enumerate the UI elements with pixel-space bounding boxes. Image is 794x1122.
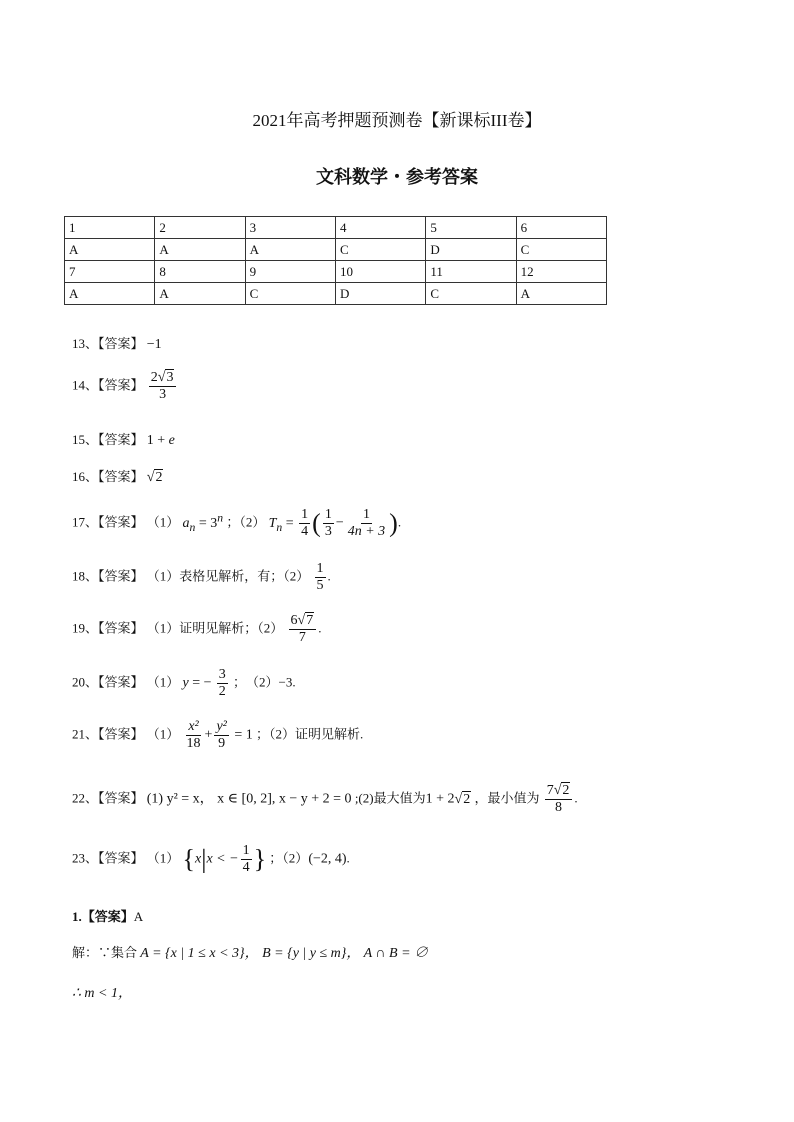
part-label: （1） (146, 514, 180, 530)
numerator-coef: 7 (546, 783, 554, 798)
answer-table-cell: 8 (155, 261, 245, 283)
answer-table-cell: 12 (516, 261, 606, 283)
answer-table-cell: A (155, 283, 245, 305)
answer-table-cell: 11 (426, 261, 516, 283)
denominator: 5 (316, 578, 324, 594)
denominator: 3 (159, 387, 167, 403)
answer-table-row (65, 239, 607, 261)
sqrt-symbol: √3 (157, 370, 174, 385)
answer-table-row (65, 283, 607, 305)
answer-label: 19、【答案】 (72, 620, 144, 636)
answer-19 (72, 613, 321, 646)
brace-open: { (182, 844, 196, 874)
denominator: 3 (324, 524, 332, 540)
fraction (241, 843, 252, 876)
answer-label: 18、【答案】 (72, 568, 144, 584)
answer-text: ，最小值为 (474, 790, 540, 806)
punct: . (346, 850, 350, 866)
numerator: 1 (323, 507, 334, 524)
answer-table-cell: 6 (516, 217, 606, 239)
denominator: 9 (218, 736, 226, 752)
punct: . (574, 790, 578, 806)
answer-table-cell: 2 (155, 217, 245, 239)
solution-number: 1. (72, 909, 82, 924)
fraction (315, 561, 326, 594)
solution-answer: A (133, 909, 144, 924)
answer-table-cell: C (426, 283, 516, 305)
answer-variable: e (168, 433, 175, 448)
denominator: 2 (218, 684, 226, 700)
document-subtitle: 文科数学・参考答案 (316, 167, 478, 187)
part-label: ；（2）证明见解析. (256, 726, 364, 742)
set-bar: | (201, 844, 207, 874)
answer-table-cell: 9 (245, 261, 335, 283)
answer-table-cell: D (426, 239, 516, 261)
fraction (289, 613, 317, 646)
answer-table-cell: A (65, 283, 155, 305)
part-label: （1） (146, 726, 180, 742)
numerator: 1 (361, 507, 372, 524)
solution-line-2 (72, 982, 132, 1002)
answer-label: 16、【答案】 (72, 469, 144, 484)
set-a-expr: A = {x | 1 ≤ x < 3} (140, 946, 245, 961)
math-op: + (204, 727, 213, 743)
solution-heading (72, 906, 143, 925)
answer-table-cell: A (155, 239, 245, 261)
denominator: 4 (242, 860, 250, 876)
answer-13 (72, 333, 162, 353)
part-label: （1） (146, 850, 180, 866)
numerator: x² (186, 719, 200, 736)
numerator: 1 (241, 843, 252, 860)
denominator: 4n + 3 (347, 524, 386, 540)
answer-21 (72, 719, 363, 752)
math-sub: n (189, 520, 196, 534)
fraction (185, 719, 203, 752)
math-op: − (335, 515, 344, 531)
part-label: ； （2）−3. (233, 674, 296, 690)
answer-14 (72, 370, 178, 403)
answer-17 (72, 507, 401, 540)
answer-label: 13、【答案】 (72, 336, 144, 351)
answer-20 (72, 667, 296, 700)
answer-16 (72, 466, 163, 486)
answer-table-cell: 5 (426, 217, 516, 239)
fraction (346, 507, 387, 540)
answer-table-cell: 1 (65, 217, 155, 239)
fraction (217, 667, 228, 700)
punct: . (327, 568, 331, 584)
answer-interval: (−2, 4) (308, 851, 347, 867)
math-eq: = 3 (195, 515, 218, 531)
radicand: 2 (562, 783, 570, 798)
part-label: （1） (146, 674, 180, 690)
math-expr: x < − (206, 851, 239, 867)
math-var: a (182, 515, 190, 531)
math-var: T (268, 515, 277, 531)
denominator: 18 (186, 736, 201, 752)
answer-15 (72, 429, 175, 449)
numerator: 3 (217, 667, 228, 684)
answer-table-cell: 7 (65, 261, 155, 283)
answer-table-cell: 3 (245, 217, 335, 239)
answer-label: 20、【答案】 (72, 674, 144, 690)
paren-close: ) (389, 508, 398, 538)
answer-table-cell: C (335, 239, 425, 261)
math-sub: n (276, 520, 283, 534)
answer-value: −1 (146, 337, 162, 352)
answer-18 (72, 561, 331, 594)
radicand: 2 (155, 470, 163, 485)
punct: . (397, 514, 402, 530)
answer-label: 22、【答案】 (72, 790, 144, 806)
brace-close: } (253, 844, 267, 874)
radicand: 3 (166, 370, 174, 385)
denominator: 7 (298, 630, 306, 646)
sqrt-symbol: √2 (146, 470, 163, 485)
document-title: 2021年高考押题预测卷【新课标III卷】 (252, 111, 542, 130)
fraction (299, 507, 310, 540)
fraction (149, 370, 177, 403)
answer-table-cell: A (245, 239, 335, 261)
math-eq: = 1 (230, 727, 253, 743)
math-var: x (195, 851, 202, 867)
solution-text: 解：∵集合 (72, 945, 141, 960)
sqrt-symbol: √7 (297, 613, 314, 628)
sqrt-symbol: √2 (553, 783, 570, 798)
radicand: 2 (463, 791, 471, 807)
part-label: ；（2） (226, 514, 266, 530)
answer-expr: 1 + 2 (425, 791, 455, 807)
answer-expr: (1) y² = x， x ∈ [0, 2], x − y + 2 = 0 (146, 791, 352, 807)
answer-table-cell: 4 (335, 217, 425, 239)
answer-label: 14、【答案】 (72, 377, 144, 393)
solution-text: ∴ m < 1， (72, 986, 132, 1001)
math-eq: = (282, 515, 298, 531)
numerator: 1 (315, 561, 326, 578)
denominator: 4 (301, 524, 309, 540)
answer-table-cell: C (516, 239, 606, 261)
sqrt-symbol: √2 (454, 791, 471, 807)
answer-label: 17、【答案】 (72, 514, 144, 530)
numerator-coef: 6 (290, 613, 298, 628)
solution-line-1 (72, 942, 428, 962)
answer-22 (72, 783, 578, 816)
answer-table-row (65, 261, 607, 283)
fraction (214, 719, 228, 752)
fraction (545, 783, 573, 816)
denominator: 8 (555, 800, 563, 816)
part-label: ；（2） (269, 850, 309, 866)
answer-text: ;(2)最大值为 (354, 790, 426, 806)
numerator: 1 (299, 507, 310, 524)
answer-label: 15、【答案】 (72, 432, 144, 447)
answer-text: （1）表格见解析，有；（2） (146, 568, 310, 584)
math-var: y (182, 675, 189, 691)
answer-table-cell: C (245, 283, 335, 305)
answer-label: 21、【答案】 (72, 726, 144, 742)
radicand: 7 (306, 613, 314, 628)
paren-open: ( (312, 508, 321, 538)
answer-table-cell: A (65, 239, 155, 261)
math-sup: n (217, 510, 224, 524)
answer-table (64, 216, 607, 305)
answer-table-cell: 10 (335, 261, 425, 283)
answer-table-cell: A (516, 283, 606, 305)
answer-value: 1 + (146, 433, 169, 448)
answer-label: 23、【答案】 (72, 850, 144, 866)
math-eq: = − (188, 675, 212, 691)
fraction (323, 507, 334, 540)
solution-label: 【答案】 (81, 909, 134, 924)
answer-table-cell: D (335, 283, 425, 305)
punct: . (318, 620, 322, 636)
answer-23 (72, 843, 350, 876)
numerator: y² (214, 719, 228, 736)
set-b-expr: ， B = {y | y ≤ m}， A ∩ B = ∅ (244, 946, 429, 961)
answer-table-row (65, 217, 607, 239)
answer-text: （1）证明见解析；（2） (146, 620, 284, 636)
numerator-coef: 2 (150, 370, 158, 385)
